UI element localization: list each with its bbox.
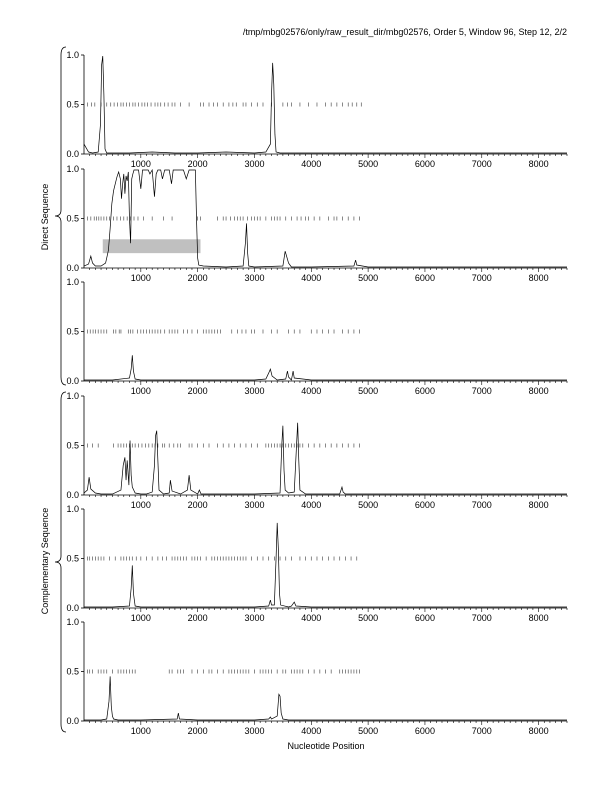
y-tick-label: 0.0 (66, 376, 79, 386)
series-line (84, 355, 567, 380)
y-tick-label: 0.0 (66, 263, 79, 273)
x-tick-label: 2000 (187, 159, 208, 169)
x-tick-label: 6000 (414, 273, 435, 283)
x-tick-label: 4000 (301, 273, 322, 283)
x-tick-label: 4000 (301, 613, 322, 623)
y-tick-label: 1.0 (66, 504, 79, 514)
y-tick-label: 1.0 (66, 50, 79, 60)
y-tick-label: 0.0 (66, 490, 79, 500)
x-tick-label: 1000 (130, 273, 151, 283)
x-tick-label: 6000 (414, 726, 435, 736)
y-tick-label: 0.5 (66, 99, 79, 110)
panel-6 (66, 617, 567, 736)
y-tick-label: 0.0 (66, 149, 79, 159)
x-tick-label: 7000 (471, 159, 492, 169)
x-tick-label: 5000 (358, 500, 379, 510)
x-tick-label: 2000 (187, 726, 208, 736)
x-tick-label: 7000 (471, 500, 492, 510)
y-tick-label: 1.0 (66, 164, 79, 174)
x-tick-label: 4000 (301, 726, 322, 736)
y-tick-label: 1.0 (66, 617, 79, 627)
x-tick-label: 1000 (130, 500, 151, 510)
figure-header: /tmp/mbg02576/only/raw_result_dir/mbg02576, Order 5, Window 96, Step 12, 2/2 (242, 27, 567, 37)
y-tick-label: 1.0 (66, 391, 79, 401)
x-tick-label: 8000 (528, 273, 549, 283)
x-tick-label: 5000 (358, 726, 379, 736)
series-line (84, 523, 567, 607)
complementary-sequence-bracket (55, 392, 66, 732)
x-tick-label: 6000 (414, 500, 435, 510)
y-tick-label: 0.0 (66, 603, 79, 613)
x-tick-label: 6000 (414, 386, 435, 396)
x-tick-label: 1000 (130, 159, 151, 169)
panel-3 (66, 277, 567, 396)
x-tick-label: 2000 (187, 613, 208, 623)
x-tick-label: 1000 (130, 726, 151, 736)
x-tick-label: 7000 (471, 273, 492, 283)
x-tick-label: 6000 (414, 159, 435, 169)
x-tick-label: 8000 (528, 159, 549, 169)
panel-5 (66, 504, 567, 623)
series-line (84, 676, 567, 720)
complementary-sequence-label: Complementary Sequence (40, 507, 50, 615)
direct-sequence-bracket (55, 47, 66, 385)
x-tick-label: 3000 (244, 386, 265, 396)
x-tick-label: 6000 (414, 613, 435, 623)
x-tick-label: 4000 (301, 386, 322, 396)
x-tick-label: 8000 (528, 500, 549, 510)
x-tick-label: 2000 (187, 386, 208, 396)
x-tick-label: 5000 (358, 159, 379, 169)
x-tick-label: 1000 (130, 613, 151, 623)
y-tick-label: 0.5 (66, 440, 79, 451)
y-tick-label: 0.5 (66, 553, 79, 564)
y-tick-label: 0.5 (66, 326, 79, 337)
x-tick-label: 4000 (301, 159, 322, 169)
panel-2 (66, 164, 567, 283)
x-tick-label: 4000 (301, 500, 322, 510)
x-tick-label: 7000 (471, 386, 492, 396)
x-tick-label: 2000 (187, 500, 208, 510)
x-tick-label: 8000 (528, 386, 549, 396)
x-axis-label: Nucleotide Position (287, 741, 365, 751)
x-tick-label: 5000 (358, 613, 379, 623)
y-tick-label: 0.5 (66, 213, 79, 224)
x-tick-label: 8000 (528, 613, 549, 623)
panel-4 (66, 391, 567, 510)
x-tick-label: 3000 (244, 500, 265, 510)
x-tick-label: 8000 (528, 726, 549, 736)
panels (66, 50, 567, 736)
x-tick-label: 5000 (358, 386, 379, 396)
x-tick-label: 5000 (358, 273, 379, 283)
y-tick-label: 0.0 (66, 716, 79, 726)
x-tick-label: 3000 (244, 613, 265, 623)
panel-1 (66, 50, 567, 169)
group-brackets (55, 47, 66, 732)
x-tick-label: 7000 (471, 726, 492, 736)
x-tick-label: 1000 (130, 386, 151, 396)
x-tick-label: 3000 (244, 159, 265, 169)
x-tick-label: 3000 (244, 726, 265, 736)
x-tick-label: 2000 (187, 273, 208, 283)
x-tick-label: 7000 (471, 613, 492, 623)
y-tick-label: 0.5 (66, 666, 79, 677)
x-tick-label: 3000 (244, 273, 265, 283)
direct-sequence-label: Direct Sequence (40, 183, 50, 251)
shaded-region (103, 239, 201, 253)
y-tick-label: 1.0 (66, 277, 79, 287)
series-line (84, 423, 567, 494)
